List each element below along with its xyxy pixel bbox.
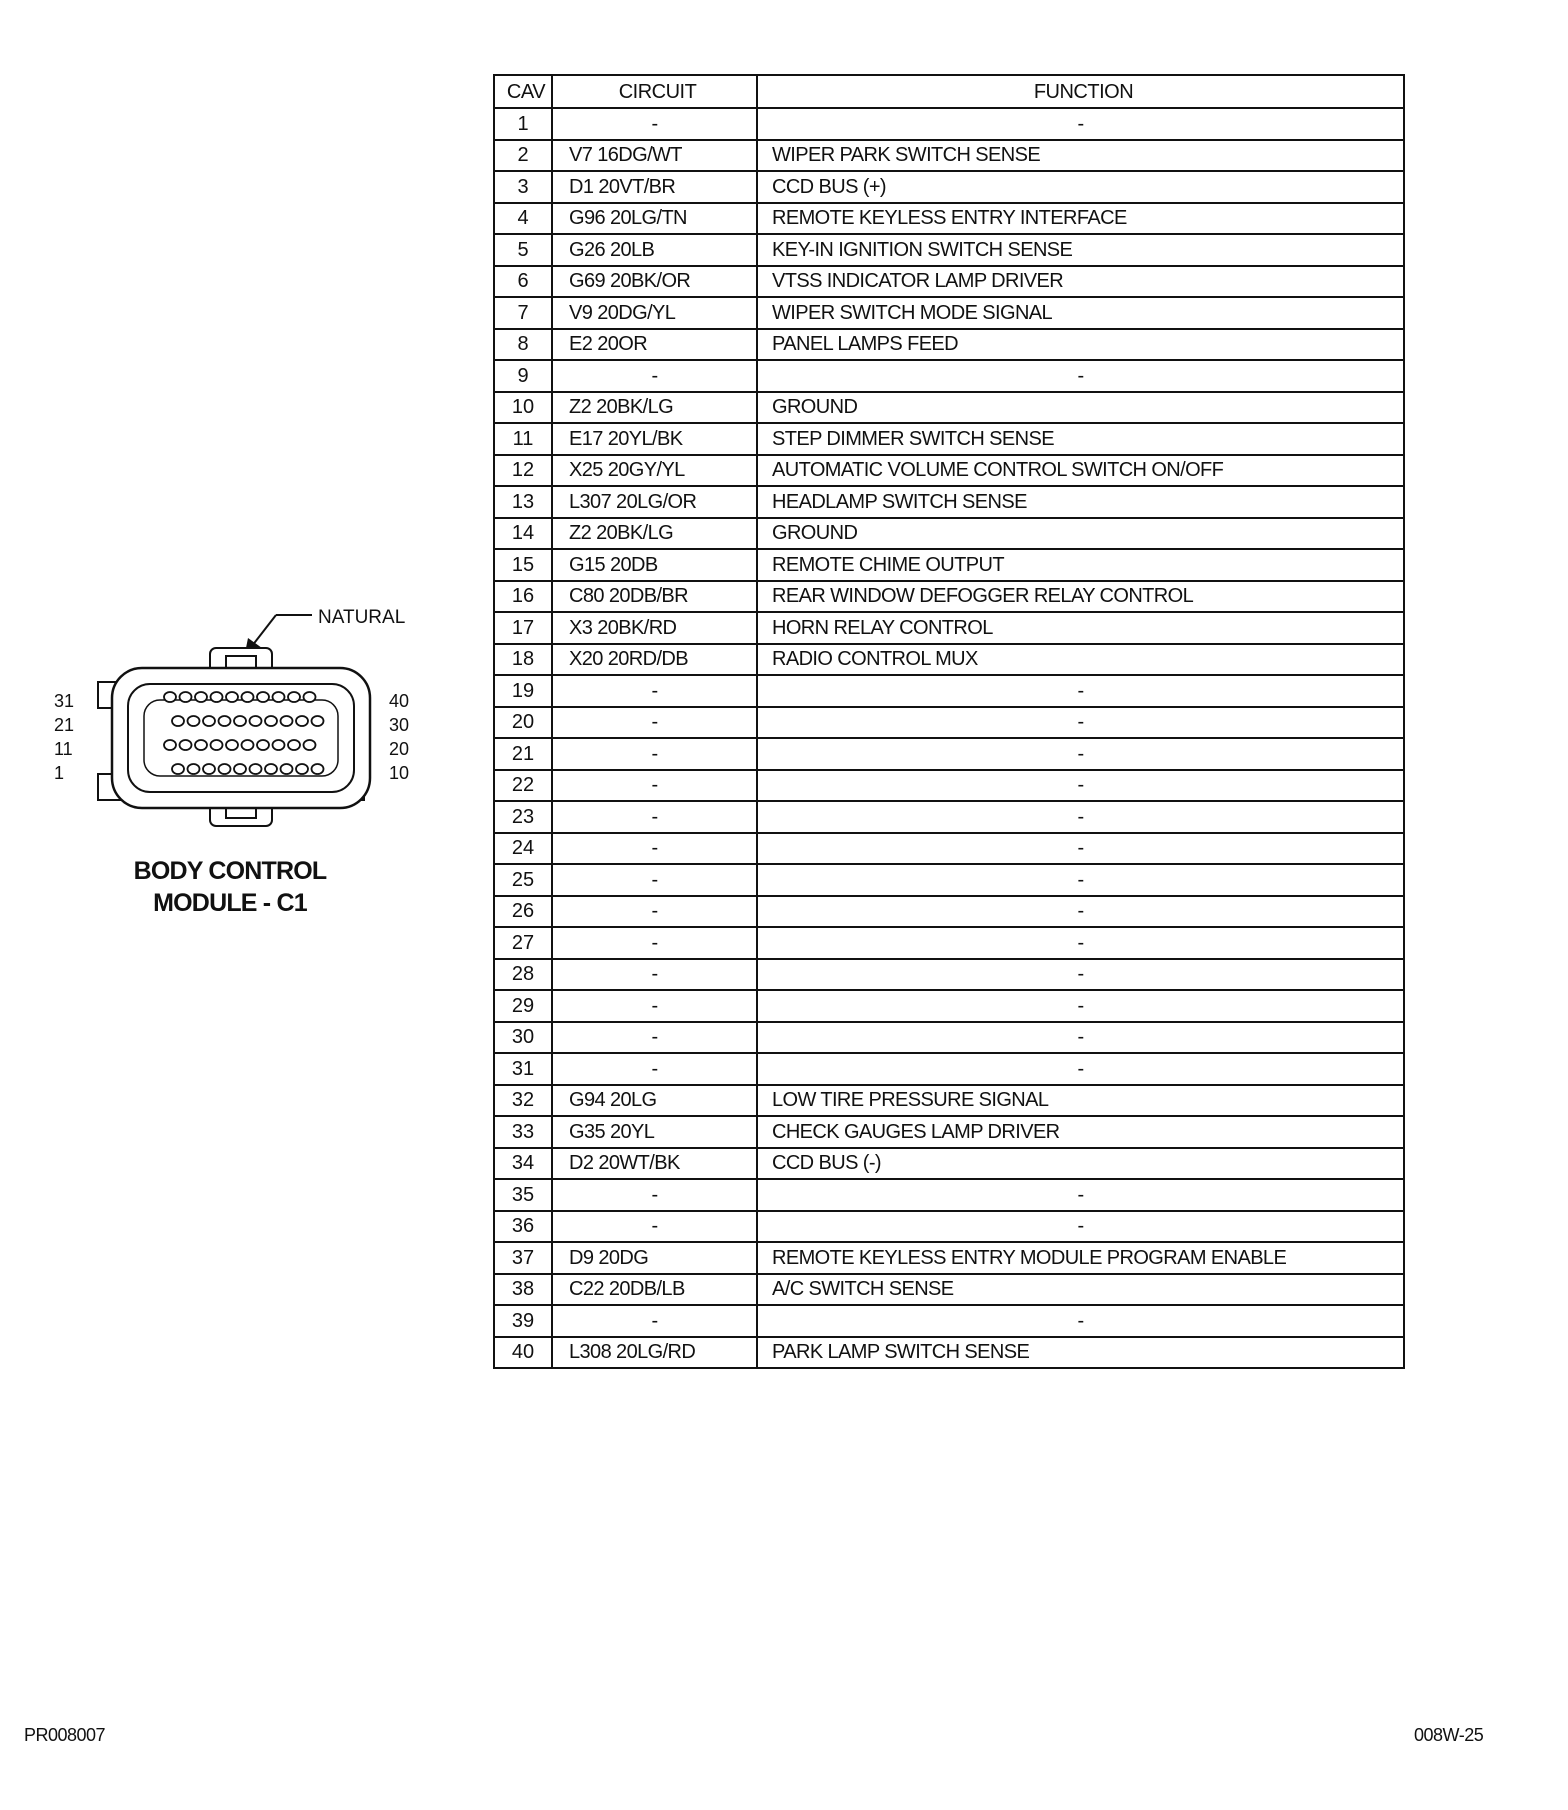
pin-cavity [180,740,192,750]
pin-cavity [296,716,308,726]
function-cell: CCD BUS (+) [757,171,1404,203]
table-row [494,1085,1404,1117]
function-cell: - [757,833,1404,865]
function-cell: - [757,360,1404,392]
function-cell: - [757,1305,1404,1337]
pin-cavity [211,692,223,702]
table-row [494,108,1404,140]
circuit-cell: V9 20DG/YL [552,297,757,329]
table-row [494,1053,1404,1085]
circuit-cell: D1 20VT/BR [552,171,757,203]
table-row [494,833,1404,865]
function-cell: CCD BUS (-) [757,1148,1404,1180]
circuit-cell: D9 20DG [552,1242,757,1274]
cav-cell: 20 [494,707,552,739]
pin-number-left-4: 1 [54,763,65,783]
label-arrow-line [252,615,276,646]
circuit-cell: - [552,1022,757,1054]
circuit-cell: - [552,675,757,707]
circuit-cell: - [552,1305,757,1337]
table-row [494,423,1404,455]
table-row [494,801,1404,833]
cav-cell: 13 [494,486,552,518]
circuit-cell: - [552,990,757,1022]
function-cell: STEP DIMMER SWITCH SENSE [757,423,1404,455]
cav-cell: 40 [494,1337,552,1369]
cav-cell: 32 [494,1085,552,1117]
circuit-cell: - [552,927,757,959]
function-cell: WIPER PARK SWITCH SENSE [757,140,1404,172]
cav-cell: 17 [494,612,552,644]
circuit-cell: - [552,707,757,739]
table-row [494,770,1404,802]
function-cell: REAR WINDOW DEFOGGER RELAY CONTROL [757,581,1404,613]
table-row [494,549,1404,581]
cav-cell: 37 [494,1242,552,1274]
pin-cavity [273,740,285,750]
cav-cell: 31 [494,1053,552,1085]
table-row [494,644,1404,676]
circuit-cell: - [552,108,757,140]
circuit-cell: G35 20YL [552,1116,757,1148]
function-cell: - [757,864,1404,896]
footer-right-code: 008W-25 [1414,1725,1484,1745]
pin-cavity [288,692,300,702]
cav-cell: 29 [494,990,552,1022]
connector-title-line1: BODY CONTROL [133,857,327,885]
pin-cavity [304,692,316,702]
pin-cavity [195,740,207,750]
cav-cell: 22 [494,770,552,802]
pin-cavity [288,740,300,750]
table-row [494,1337,1404,1369]
function-cell: HORN RELAY CONTROL [757,612,1404,644]
pin-cavity [281,764,293,774]
pin-cavity [172,764,184,774]
table-row [494,990,1404,1022]
table-row [494,1022,1404,1054]
cav-cell: 38 [494,1274,552,1306]
pin-cavity [226,692,238,702]
table-row [494,329,1404,361]
cav-cell: 36 [494,1211,552,1243]
pin-cavity [226,740,238,750]
pin-cavity [296,764,308,774]
pin-cavity [219,716,231,726]
header-circuit: CIRCUIT [552,75,757,108]
circuit-cell: - [552,1179,757,1211]
cav-cell: 34 [494,1148,552,1180]
function-cell: REMOTE KEYLESS ENTRY MODULE PROGRAM ENABLE [757,1242,1404,1274]
pin-number-left-2: 21 [54,715,75,735]
circuit-cell: C80 20DB/BR [552,581,757,613]
circuit-cell: Z2 20BK/LG [552,392,757,424]
table-row [494,297,1404,329]
table-header-row [494,75,1404,108]
circuit-cell: - [552,801,757,833]
pin-cavity [172,716,184,726]
pin-number-right-1: 40 [389,691,410,711]
function-cell: GROUND [757,518,1404,550]
table-row [494,455,1404,487]
pin-cavity [242,740,254,750]
circuit-cell: E17 20YL/BK [552,423,757,455]
function-cell: RADIO CONTROL MUX [757,644,1404,676]
function-cell: - [757,707,1404,739]
cav-cell: 33 [494,1116,552,1148]
function-cell: AUTOMATIC VOLUME CONTROL SWITCH ON/OFF [757,455,1404,487]
table-row [494,581,1404,613]
circuit-cell: G69 20BK/OR [552,266,757,298]
cav-cell: 1 [494,108,552,140]
connector-title [110,855,350,919]
cav-cell: 8 [494,329,552,361]
function-cell: - [757,801,1404,833]
cav-cell: 15 [494,549,552,581]
cav-cell: 7 [494,297,552,329]
pin-cavity [195,692,207,702]
function-cell: - [757,927,1404,959]
function-cell: PANEL LAMPS FEED [757,329,1404,361]
table-row [494,896,1404,928]
function-cell: LOW TIRE PRESSURE SIGNAL [757,1085,1404,1117]
function-cell: - [757,990,1404,1022]
function-cell: - [757,1179,1404,1211]
pin-cavity [273,692,285,702]
pin-cavity [250,716,262,726]
circuit-cell: L308 20LG/RD [552,1337,757,1369]
cav-cell: 28 [494,959,552,991]
circuit-cell: - [552,959,757,991]
pin-cavity [265,716,277,726]
function-cell: - [757,770,1404,802]
pin-number-right-3: 20 [389,739,410,759]
circuit-cell: D2 20WT/BK [552,1148,757,1180]
function-cell: REMOTE CHIME OUTPUT [757,549,1404,581]
cav-cell: 3 [494,171,552,203]
connector-title-line2: MODULE - C1 [153,889,307,917]
circuit-cell: X20 20RD/DB [552,644,757,676]
pin-cavity [242,692,254,702]
pin-cavity [312,716,324,726]
function-cell: VTSS INDICATOR LAMP DRIVER [757,266,1404,298]
pin-cavity [234,764,246,774]
connector-color-label: NATURAL [318,607,406,628]
function-cell: CHECK GAUGES LAMP DRIVER [757,1116,1404,1148]
pin-cavity [265,764,277,774]
cav-cell: 18 [494,644,552,676]
table-row [494,518,1404,550]
table-row [494,707,1404,739]
cav-cell: 10 [494,392,552,424]
table-body [494,108,1404,1368]
pin-cavity [257,740,269,750]
cav-cell: 35 [494,1179,552,1211]
cav-cell: 25 [494,864,552,896]
pin-cavity [304,740,316,750]
table-row [494,486,1404,518]
function-cell: - [757,738,1404,770]
table-row [494,927,1404,959]
circuit-cell: X3 20BK/RD [552,612,757,644]
function-cell: A/C SWITCH SENSE [757,1274,1404,1306]
cav-cell: 5 [494,234,552,266]
circuit-cell: C22 20DB/LB [552,1274,757,1306]
pin-cavity [164,740,176,750]
table-row [494,1179,1404,1211]
circuit-cell: E2 20OR [552,329,757,361]
table-row [494,360,1404,392]
cav-cell: 26 [494,896,552,928]
function-cell: - [757,108,1404,140]
pin-cavity [188,764,200,774]
function-cell: WIPER SWITCH MODE SIGNAL [757,297,1404,329]
cav-cell: 19 [494,675,552,707]
pin-cavity [203,764,215,774]
cav-cell: 27 [494,927,552,959]
table-row [494,203,1404,235]
pin-cavity [234,716,246,726]
pin-cavity [219,764,231,774]
function-cell: - [757,1022,1404,1054]
table-row [494,1116,1404,1148]
circuit-cell: G94 20LG [552,1085,757,1117]
cav-cell: 30 [494,1022,552,1054]
cav-cell: 16 [494,581,552,613]
circuit-cell: - [552,864,757,896]
function-cell: HEADLAMP SWITCH SENSE [757,486,1404,518]
function-cell: - [757,675,1404,707]
table-row [494,1305,1404,1337]
pin-cavity [180,692,192,702]
footer-left-code: PR008007 [24,1725,106,1745]
table-row [494,1274,1404,1306]
function-cell: REMOTE KEYLESS ENTRY INTERFACE [757,203,1404,235]
pin-cavity [281,716,293,726]
function-cell: KEY-IN IGNITION SWITCH SENSE [757,234,1404,266]
circuit-cell: - [552,738,757,770]
pin-number-left-3: 11 [54,739,73,759]
function-cell: - [757,1211,1404,1243]
table-row [494,1148,1404,1180]
pinout-table [493,74,1405,1369]
pin-cavity [188,716,200,726]
circuit-cell: - [552,360,757,392]
table-row [494,140,1404,172]
cav-cell: 2 [494,140,552,172]
pin-number-right-2: 30 [389,715,410,735]
table-row [494,266,1404,298]
pin-cavity [250,764,262,774]
cav-cell: 23 [494,801,552,833]
circuit-cell: - [552,896,757,928]
circuit-cell: G15 20DB [552,549,757,581]
table-row [494,959,1404,991]
table-row [494,612,1404,644]
table-row [494,234,1404,266]
circuit-cell: G26 20LB [552,234,757,266]
table-row [494,171,1404,203]
function-cell: GROUND [757,392,1404,424]
table-row [494,1211,1404,1243]
header-cav: CAV [494,75,552,108]
pin-cavity [312,764,324,774]
cav-cell: 11 [494,423,552,455]
function-cell: - [757,1053,1404,1085]
pin-cavity [257,692,269,702]
table-row [494,1242,1404,1274]
circuit-cell: G96 20LG/TN [552,203,757,235]
pin-number-right-4: 10 [389,763,410,783]
circuit-cell: - [552,770,757,802]
pin-cavity [164,692,176,702]
cav-cell: 12 [494,455,552,487]
pin-number-left-1: 31 [54,691,75,711]
table-row [494,675,1404,707]
circuit-cell: - [552,1211,757,1243]
function-cell: PARK LAMP SWITCH SENSE [757,1337,1404,1369]
pin-cavity [211,740,223,750]
function-cell: - [757,896,1404,928]
cav-cell: 24 [494,833,552,865]
circuit-cell: - [552,1053,757,1085]
table-row [494,864,1404,896]
cav-cell: 9 [494,360,552,392]
table-row [494,738,1404,770]
function-cell: - [757,959,1404,991]
circuit-cell: Z2 20BK/LG [552,518,757,550]
circuit-cell: L307 20LG/OR [552,486,757,518]
cav-cell: 6 [494,266,552,298]
table-row [494,392,1404,424]
cav-cell: 21 [494,738,552,770]
cav-cell: 39 [494,1305,552,1337]
pin-cavity [203,716,215,726]
cav-cell: 4 [494,203,552,235]
circuit-cell: - [552,833,757,865]
header-function: FUNCTION [757,75,1404,108]
circuit-cell: X25 20GY/YL [552,455,757,487]
cav-cell: 14 [494,518,552,550]
circuit-cell: V7 16DG/WT [552,140,757,172]
